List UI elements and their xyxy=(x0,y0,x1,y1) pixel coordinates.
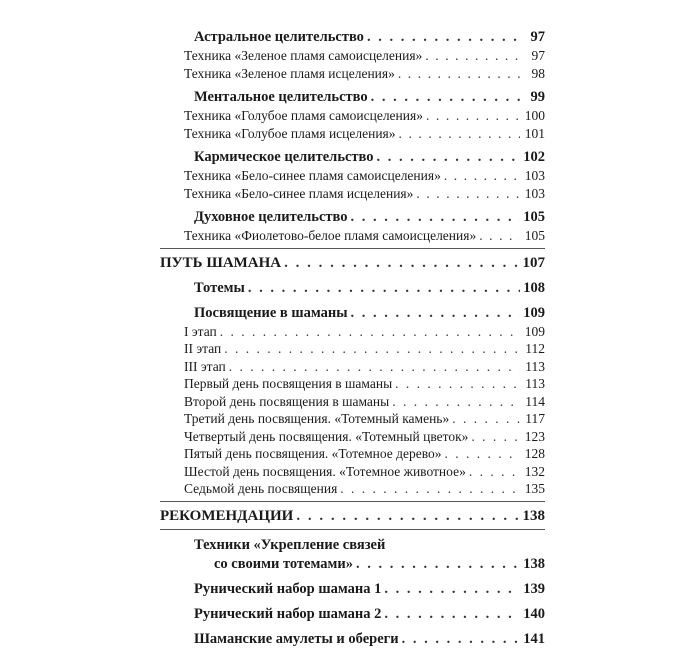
toc-block-shaman xyxy=(160,279,545,498)
toc-entry-multiline[interactable] xyxy=(160,536,545,574)
entry-page-number: 113 xyxy=(525,358,545,374)
dot-leader xyxy=(248,279,520,298)
entry-title: I этап xyxy=(184,323,217,339)
entry-title: Второй день посвящения в шаманы xyxy=(184,393,390,409)
entry-title: Третий день посвящения. «Тотемный камень» xyxy=(184,411,450,426)
chapter-title: РЕКОМЕНДАЦИИ xyxy=(160,507,294,524)
entry-title: Техника «Фиолетово-белое пламя самоисцеления» xyxy=(184,228,477,243)
entry-page-number: 109 xyxy=(524,323,545,339)
entry-title: Шестой день посвящения. «Тотемное животное» xyxy=(184,463,466,479)
entry-page-number: 135 xyxy=(524,481,545,496)
chapter-title: ПУТЬ ШАМАНА xyxy=(160,254,282,271)
entry-title: Посвящение в шаманы xyxy=(194,304,348,321)
entry-title: Седьмой день посвящения xyxy=(184,481,338,496)
toc-entry[interactable] xyxy=(160,393,545,411)
entry-title: Четвертый день посвящения. «Тотемный цветок» xyxy=(184,428,469,444)
dot-leader xyxy=(384,580,520,599)
dot-leader xyxy=(469,463,520,481)
dot-leader xyxy=(426,107,520,125)
dot-leader xyxy=(416,185,520,203)
entry-page-number: 113 xyxy=(525,376,545,391)
dot-leader xyxy=(444,167,520,185)
dot-leader xyxy=(229,358,520,376)
chapter-page-number: 107 xyxy=(522,254,545,271)
entry-title: Пятый день посвящения. «Тотемное дерево» xyxy=(184,446,442,461)
dot-leader xyxy=(351,304,520,323)
toc-entry[interactable] xyxy=(160,185,545,203)
toc-entry[interactable] xyxy=(160,340,545,358)
chapter-divider xyxy=(160,248,545,249)
dot-leader xyxy=(371,88,520,107)
dot-leader xyxy=(340,480,520,498)
entry-page-number: 103 xyxy=(524,185,545,201)
toc-chapter-recommendations[interactable] xyxy=(160,506,545,526)
toc-entry[interactable] xyxy=(160,125,545,143)
dot-leader xyxy=(399,125,520,143)
entry-title: Первый день посвящения в шаманы xyxy=(184,376,393,391)
toc-entry[interactable] xyxy=(160,445,545,463)
entry-title: Техника «Голубое пламя исцеления» xyxy=(184,125,396,141)
dot-leader xyxy=(224,340,520,358)
toc-entry[interactable] xyxy=(160,65,545,83)
entry-title-line2: со своими тотемами» xyxy=(214,555,353,572)
dot-leader xyxy=(395,375,520,393)
chapter-divider xyxy=(160,501,545,502)
toc-entry[interactable] xyxy=(160,47,545,65)
entry-title: Кармическое целительство xyxy=(194,149,374,165)
toc-entry[interactable] xyxy=(160,167,545,185)
toc-entry[interactable] xyxy=(160,463,545,481)
entry-title: Духовное целительство xyxy=(194,209,348,225)
toc-entry[interactable] xyxy=(160,375,545,393)
toc-entry[interactable] xyxy=(160,580,545,599)
entry-title-line1: Техники «Укрепление связей xyxy=(194,536,386,553)
entry-page-number: 101 xyxy=(524,125,545,141)
entry-page-number: 138 xyxy=(523,555,545,572)
toc-block-runes xyxy=(160,580,545,649)
entry-page-number: 140 xyxy=(523,605,545,622)
entry-page-number: 105 xyxy=(524,228,545,243)
chapter-divider xyxy=(160,529,545,530)
toc-entry[interactable] xyxy=(160,304,545,323)
entry-title: III этап xyxy=(184,358,226,374)
entry-second-line xyxy=(194,555,545,574)
entry-page-number: 112 xyxy=(525,341,545,356)
dot-leader xyxy=(425,47,520,65)
toc-entry[interactable] xyxy=(160,107,545,125)
dot-leader xyxy=(384,605,520,624)
entry-title: Тотемы xyxy=(194,279,245,296)
dot-leader xyxy=(296,506,519,526)
toc-entry[interactable] xyxy=(160,480,545,498)
toc-entry[interactable] xyxy=(160,279,545,298)
entry-page-number: 109 xyxy=(523,304,545,321)
entry-title: Техника «Голубое пламя самоисцеления» xyxy=(184,108,423,123)
entry-title: Техника «Зеленое пламя исцеления» xyxy=(184,65,395,81)
entry-page-number: 123 xyxy=(524,428,545,444)
toc-entry[interactable] xyxy=(160,323,545,341)
entry-page-number: 97 xyxy=(530,29,545,45)
entry-page-number: 103 xyxy=(524,168,545,183)
entry-page-number: 102 xyxy=(523,149,545,165)
dot-leader xyxy=(471,428,520,446)
entry-page-number: 97 xyxy=(531,48,545,63)
entry-page-number: 108 xyxy=(523,279,545,296)
entry-page-number: 128 xyxy=(524,446,545,461)
entry-page-number: 114 xyxy=(525,393,545,409)
dot-leader xyxy=(452,410,520,428)
entry-title: Техника «Зеленое пламя самоисцеления» xyxy=(184,48,423,63)
entry-page-number: 139 xyxy=(523,580,545,597)
dot-leader xyxy=(351,208,521,227)
entry-title: II этап xyxy=(184,341,222,356)
entry-page-number: 99 xyxy=(530,89,545,105)
toc-entry[interactable] xyxy=(160,630,545,649)
dot-leader xyxy=(377,148,520,167)
toc-entry[interactable] xyxy=(160,28,545,47)
toc-block-healing xyxy=(160,28,545,245)
entry-title: Шаманские амулеты и обереги xyxy=(194,630,399,647)
entry-title: Техника «Бело-синее пламя исцеления» xyxy=(184,185,414,201)
dot-leader xyxy=(356,555,520,574)
dot-leader xyxy=(367,28,520,47)
entry-page-number: 132 xyxy=(524,463,545,479)
toc-chapter-shaman-path[interactable] xyxy=(160,253,545,273)
toc-entry[interactable] xyxy=(160,148,545,167)
toc-entry[interactable] xyxy=(160,358,545,376)
entry-title: Рунический набор шамана 1 xyxy=(194,580,382,597)
entry-title: Ментальное целительство xyxy=(194,89,368,105)
toc-entry[interactable] xyxy=(160,227,545,245)
entry-page-number: 141 xyxy=(523,630,545,647)
toc-entry[interactable] xyxy=(160,605,545,624)
toc-entry[interactable] xyxy=(160,208,545,227)
entry-page-number: 105 xyxy=(523,209,545,225)
dot-leader xyxy=(392,393,520,411)
dot-leader xyxy=(402,630,520,649)
dot-leader xyxy=(284,253,519,273)
entry-title: Техника «Бело-синее пламя самоисцеления» xyxy=(184,168,441,183)
entry-title: Астральное целительство xyxy=(194,29,364,45)
dot-leader xyxy=(479,227,520,245)
toc-entry[interactable] xyxy=(160,410,545,428)
entry-page-number: 98 xyxy=(531,65,545,81)
toc-entry[interactable] xyxy=(160,428,545,446)
entry-title: Рунический набор шамана 2 xyxy=(194,605,382,622)
dot-leader xyxy=(445,445,520,463)
chapter-page-number: 138 xyxy=(522,507,545,524)
toc-entry[interactable] xyxy=(160,88,545,107)
dot-leader xyxy=(398,65,520,83)
entry-page-number: 100 xyxy=(524,108,545,123)
entry-page-number: 117 xyxy=(525,411,545,426)
dot-leader xyxy=(220,323,520,341)
